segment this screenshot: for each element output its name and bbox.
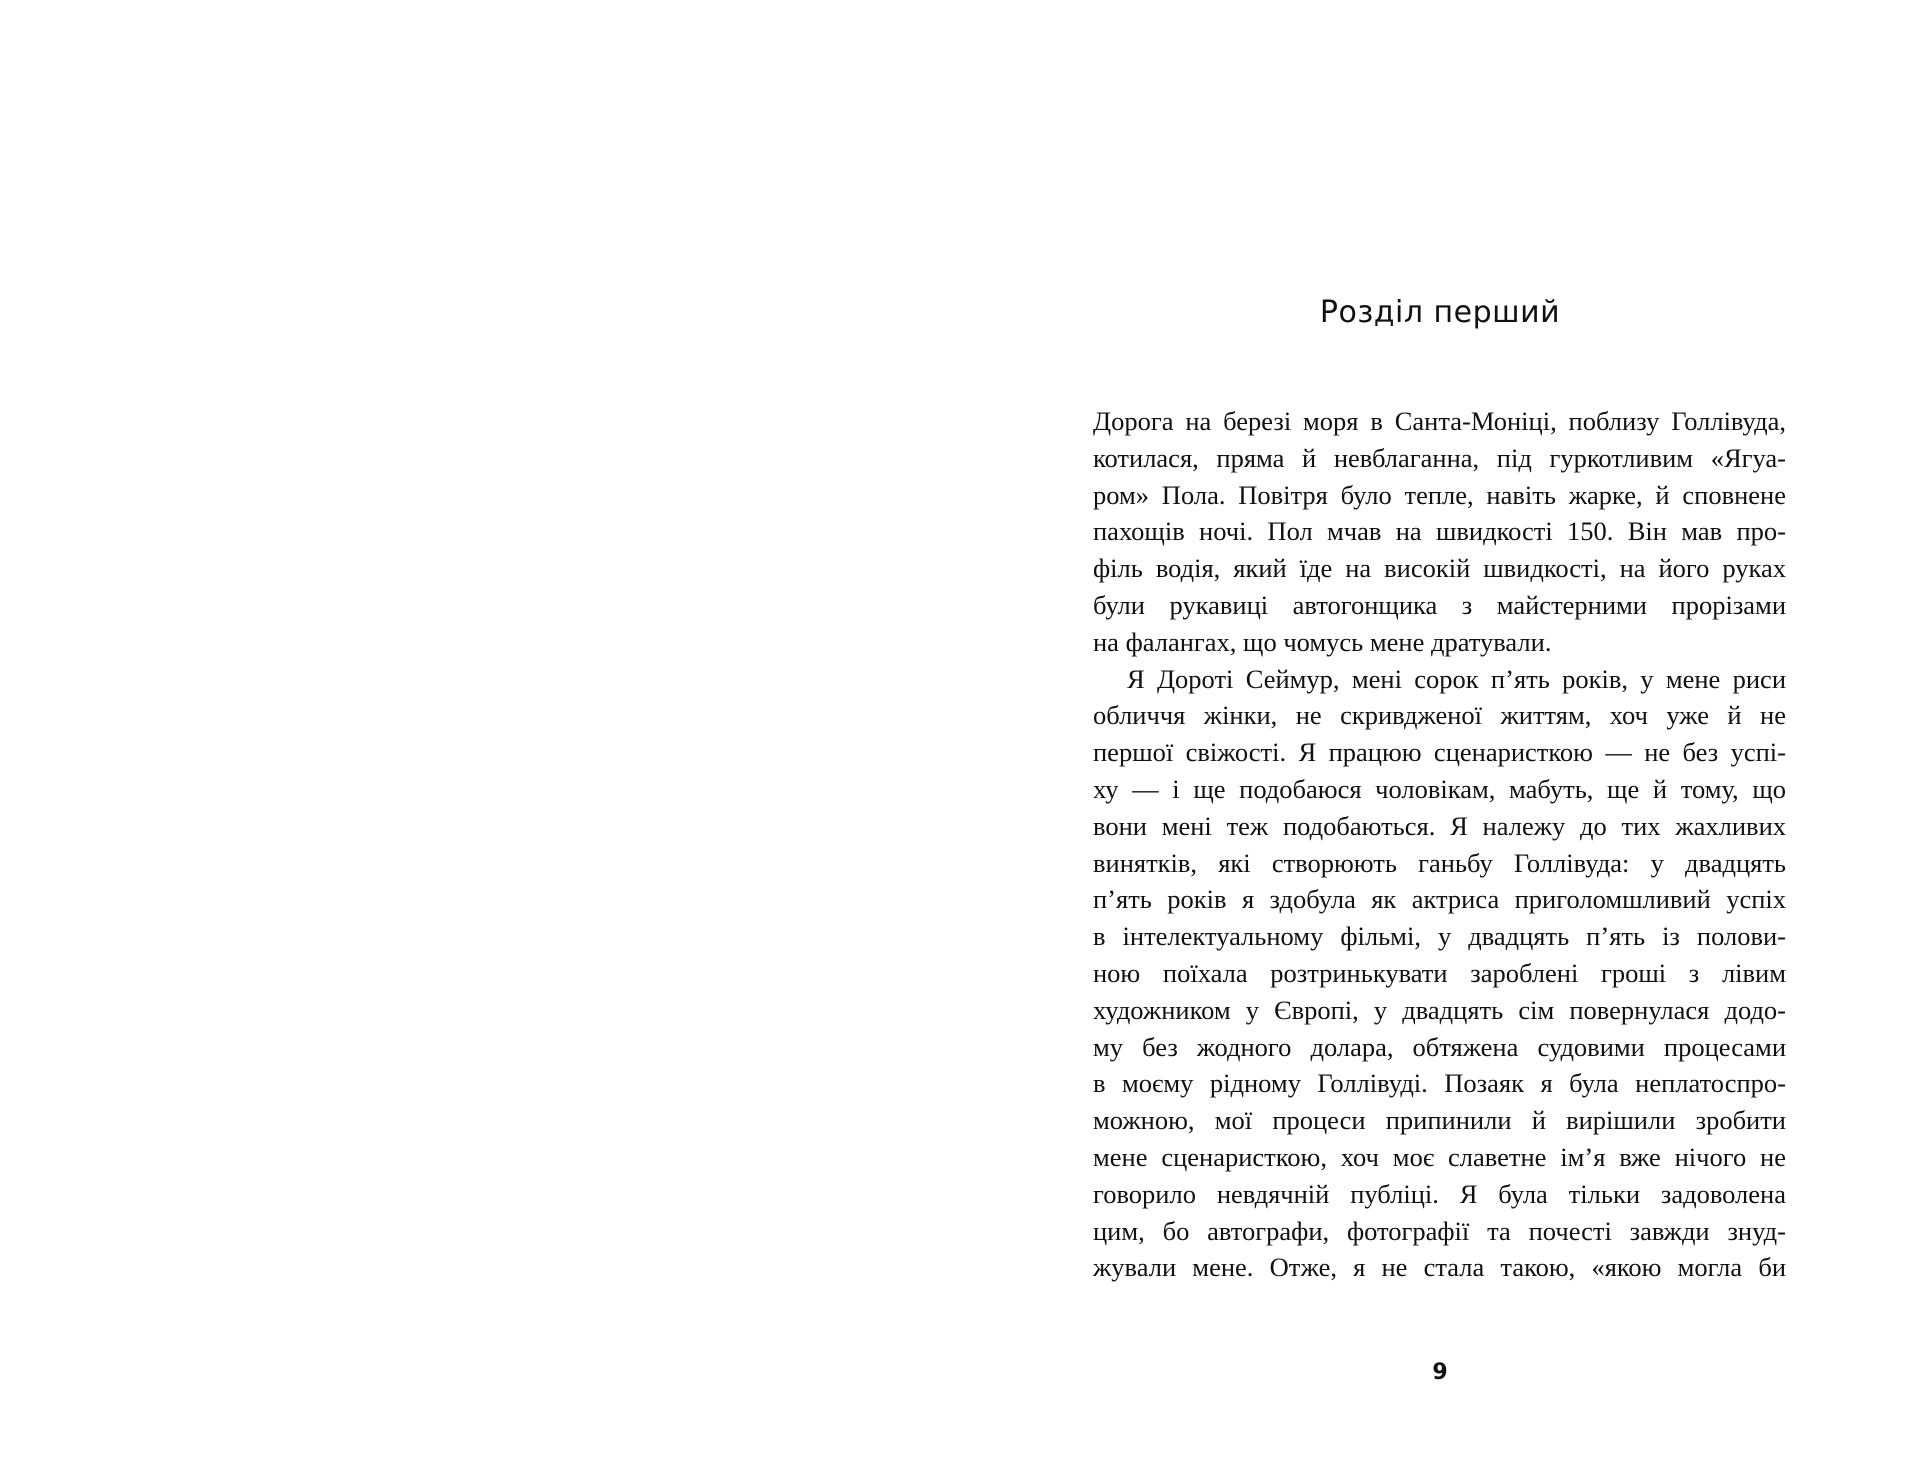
text-line: ною поїхала розтринькувати зароблені гроші з лівим xyxy=(1093,957,1786,988)
text-line: винятків, які створюють ганьбу Голлівуда: у двадцять xyxy=(1093,847,1786,878)
text-line: першої свіжості. Я працюю сценаристкою — не без успі- xyxy=(1093,737,1786,768)
text-line: художником у Європі, у двадцять сім повернулася додо- xyxy=(1093,994,1786,1025)
text-line: філь водія, який їде на високій швидкості, на його руках xyxy=(1093,553,1786,584)
text-line: обличчя жінки, не скривдженої життям, хоч уже й не xyxy=(1093,700,1786,731)
text-line: вони мені теж подобаються. Я належу до тих жахливих xyxy=(1093,810,1786,841)
text-line: на фалангах, що чомусь мене дратували. xyxy=(1093,626,1552,657)
text-line: Дорога на березі моря в Санта-Моніці, поблизу Голлівуда, xyxy=(1093,406,1786,436)
text-line: в інтелектуальному фільмі, у двадцять п’ять із полови- xyxy=(1093,921,1786,952)
text-line: говорило невдячній публіці. Я була тільки задоволена xyxy=(1093,1178,1786,1209)
text-line: Я Дороті Сеймур, мені сорок п’ять років, у мене риси xyxy=(1127,663,1786,694)
body-text xyxy=(1093,403,1786,1286)
text-line: котилася, пряма й невблаганна, під гуркотливим «Ягуа- xyxy=(1093,442,1786,473)
text-line: пахощів ночі. Пол мчав на швидкості 150. Він мав про- xyxy=(1093,516,1786,547)
text-line: цим, бо автографи, фотографії та почесті завжди знуд- xyxy=(1093,1215,1786,1246)
page-number: 9 xyxy=(1432,1360,1448,1385)
text-line: мене сценаристкою, хоч моє славетне ім’я вже нічого не xyxy=(1093,1141,1786,1172)
chapter-title: Розділ перший xyxy=(1319,295,1561,330)
right-page xyxy=(960,0,1920,1477)
text-line: му без жодного долара, обтяжена судовими процесами xyxy=(1093,1031,1786,1062)
text-line: ху — і ще подобаюся чоловікам, мабуть, ще й тому, що xyxy=(1093,773,1786,804)
text-line: в моєму рідному Голлівуді. Позаяк я була неплатоспро- xyxy=(1093,1068,1786,1099)
text-line: п’ять років я здобула як актриса приголомшливий успіх xyxy=(1093,884,1786,915)
text-line: жували мене. Отже, я не стала такою, «якою могла би xyxy=(1093,1252,1786,1283)
text-line: були рукавиці автогонщика з майстерними прорізами xyxy=(1093,589,1786,620)
text-line: можною, мої процеси припинили й вирішили зробити xyxy=(1093,1105,1786,1136)
text-line: ром» Пола. Повітря було тепле, навіть жарке, й сповнене xyxy=(1093,479,1786,510)
